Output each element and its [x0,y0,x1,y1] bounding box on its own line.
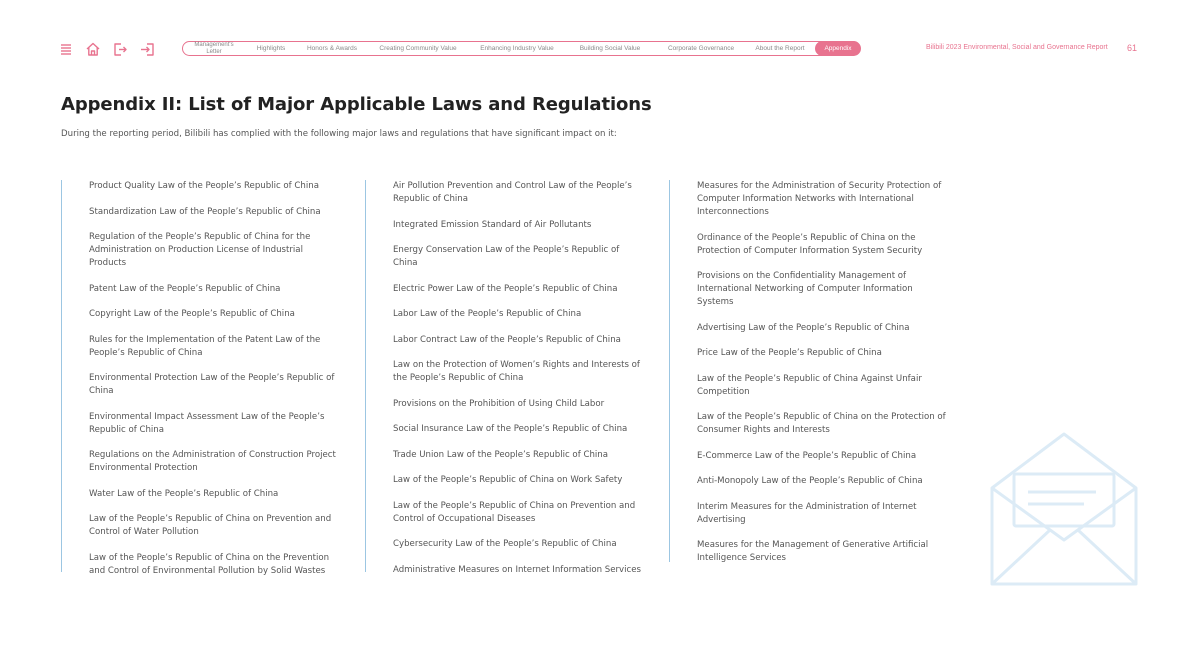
list-item: Measures for the Administration of Security Protection of Computer Information Networks with International Interconnections [697,181,942,217]
tab-label-line-1: Management's [194,42,234,48]
list-item: Law of the People’s Republic of China on the Protection of Consumer Rights and Interests [697,412,946,435]
list-item: Law of the People’s Republic of China on the Prevention and Control of Environmental Pollution by Solid Wastes [89,552,330,576]
tab-building-social-value[interactable]: Building Social Value [579,45,641,52]
tab-highlights[interactable]: Highlights [256,45,286,52]
laws-list-2 [393,180,655,577]
tab-label-line-2: Letter [206,48,222,55]
list-item: Energy Conservation Law of the People’s Republic of China [393,245,620,268]
list-item: Regulations on the Administration of Construction Project Environmental Protection [89,450,336,473]
list-item: Electric Power Law of the People’s Republic of China [393,283,618,294]
tab-honors-awards[interactable]: Honors & Awards [306,45,358,52]
tab-enhancing-industry-value[interactable]: Enhancing Industry Value [480,45,554,52]
section-tab-bar [182,41,860,56]
tab-managements-letter[interactable] [185,42,243,55]
tab-appendix[interactable]: Appendix [815,41,861,56]
list-item: Rules for the Implementation of the Patent Law of the People’s Republic of China [89,334,321,358]
list-item: Ordinance of the People’s Republic of China on the Protection of Computer Information System Security [697,232,923,256]
home-icon[interactable] [85,41,101,57]
list-item: Cybersecurity Law of the People’s Republic of China [393,539,617,549]
laws-column-2 [365,180,655,575]
list-item: E-Commerce Law of the People’s Republic of China [697,450,917,461]
list-item: Integrated Emission Standard of Air Pollutants [393,219,592,230]
laws-column-1 [61,180,361,576]
list-item: Interim Measures for the Administration of Internet Advertising [697,501,917,525]
list-item: Water Law of the People’s Republic of China [89,488,279,499]
top-navigation-bar [0,0,1200,100]
envelope-icon [988,430,1140,588]
laws-list-1 [89,180,361,578]
list-item: Environmental Impact Assessment Law of the People’s Republic of China [89,411,325,435]
list-item: Air Pollution Prevention and Control Law of the People’s Republic of China [393,181,632,204]
list-item: Administrative Measures on Internet Information Services [393,564,642,575]
list-item: Environmental Protection Law of the People’s Republic of China [89,373,335,396]
list-item: Patent Law of the People’s Republic of China [89,283,281,294]
menu-icon[interactable] [58,41,74,57]
list-item: Standardization Law of the People’s Republic of China [89,206,321,217]
list-item: Product Quality Law of the People’s Republic of China [89,181,319,191]
laws-column-3 [669,180,959,562]
list-item: Law of the People’s Republic of China on Prevention and Control of Water Pollution [89,514,332,537]
report-title: Bilibili 2023 Environmental, Social and Governance Report [926,44,1108,51]
page-number: 61 [1127,43,1138,53]
page-title: Appendix II: List of Major Applicable Laws and Regulations [61,94,652,115]
list-item: Law of the People’s Republic of China Against Unfair Competition [697,373,922,397]
exit-icon[interactable] [112,41,128,57]
list-item: Price Law of the People’s Republic of China [697,348,882,358]
list-item: Copyright Law of the People’s Republic of China [89,309,295,319]
laws-list-3 [697,180,959,565]
page-intro: During the reporting period, Bilibili has complied with the following major laws and regulations that have significant impact on it: [61,129,617,139]
list-item: Labor Contract Law of the People’s Republic of China [393,334,621,345]
list-item: Law of the People’s Republic of China on Work Safety [393,475,623,485]
nav-icon-group [58,41,155,57]
list-item: Advertising Law of the People’s Republic of China [697,322,910,333]
list-item: Trade Union Law of the People’s Republic of China [393,449,608,460]
tab-creating-community-value[interactable]: Creating Community Value [379,45,457,52]
tab-corporate-governance[interactable]: Corporate Governance [667,45,735,52]
list-item: Labor Law of the People’s Republic of China [393,309,582,319]
list-item: Anti-Monopoly Law of the People’s Republic of China [697,476,923,486]
list-item: Provisions on the Prohibition of Using Child Labor [393,398,605,409]
list-item: Law of the People’s Republic of China on Prevention and Control of Occupational Diseases [393,500,636,524]
tab-about-the-report[interactable]: About the Report [755,45,805,52]
list-item: Regulation of the People’s Republic of China for the Administration on Production License of Industrial Products [89,232,311,268]
list-item: Law on the Protection of Women’s Rights and Interests of the People’s Republic of China [393,360,640,383]
list-item: Provisions on the Confidentiality Management of International Networking of Computer Information Systems [697,271,913,307]
list-item: Social Insurance Law of the People’s Republic of China [393,424,628,434]
list-item: Measures for the Management of Generative Artificial Intelligence Services [697,540,929,563]
enter-icon[interactable] [139,41,155,57]
